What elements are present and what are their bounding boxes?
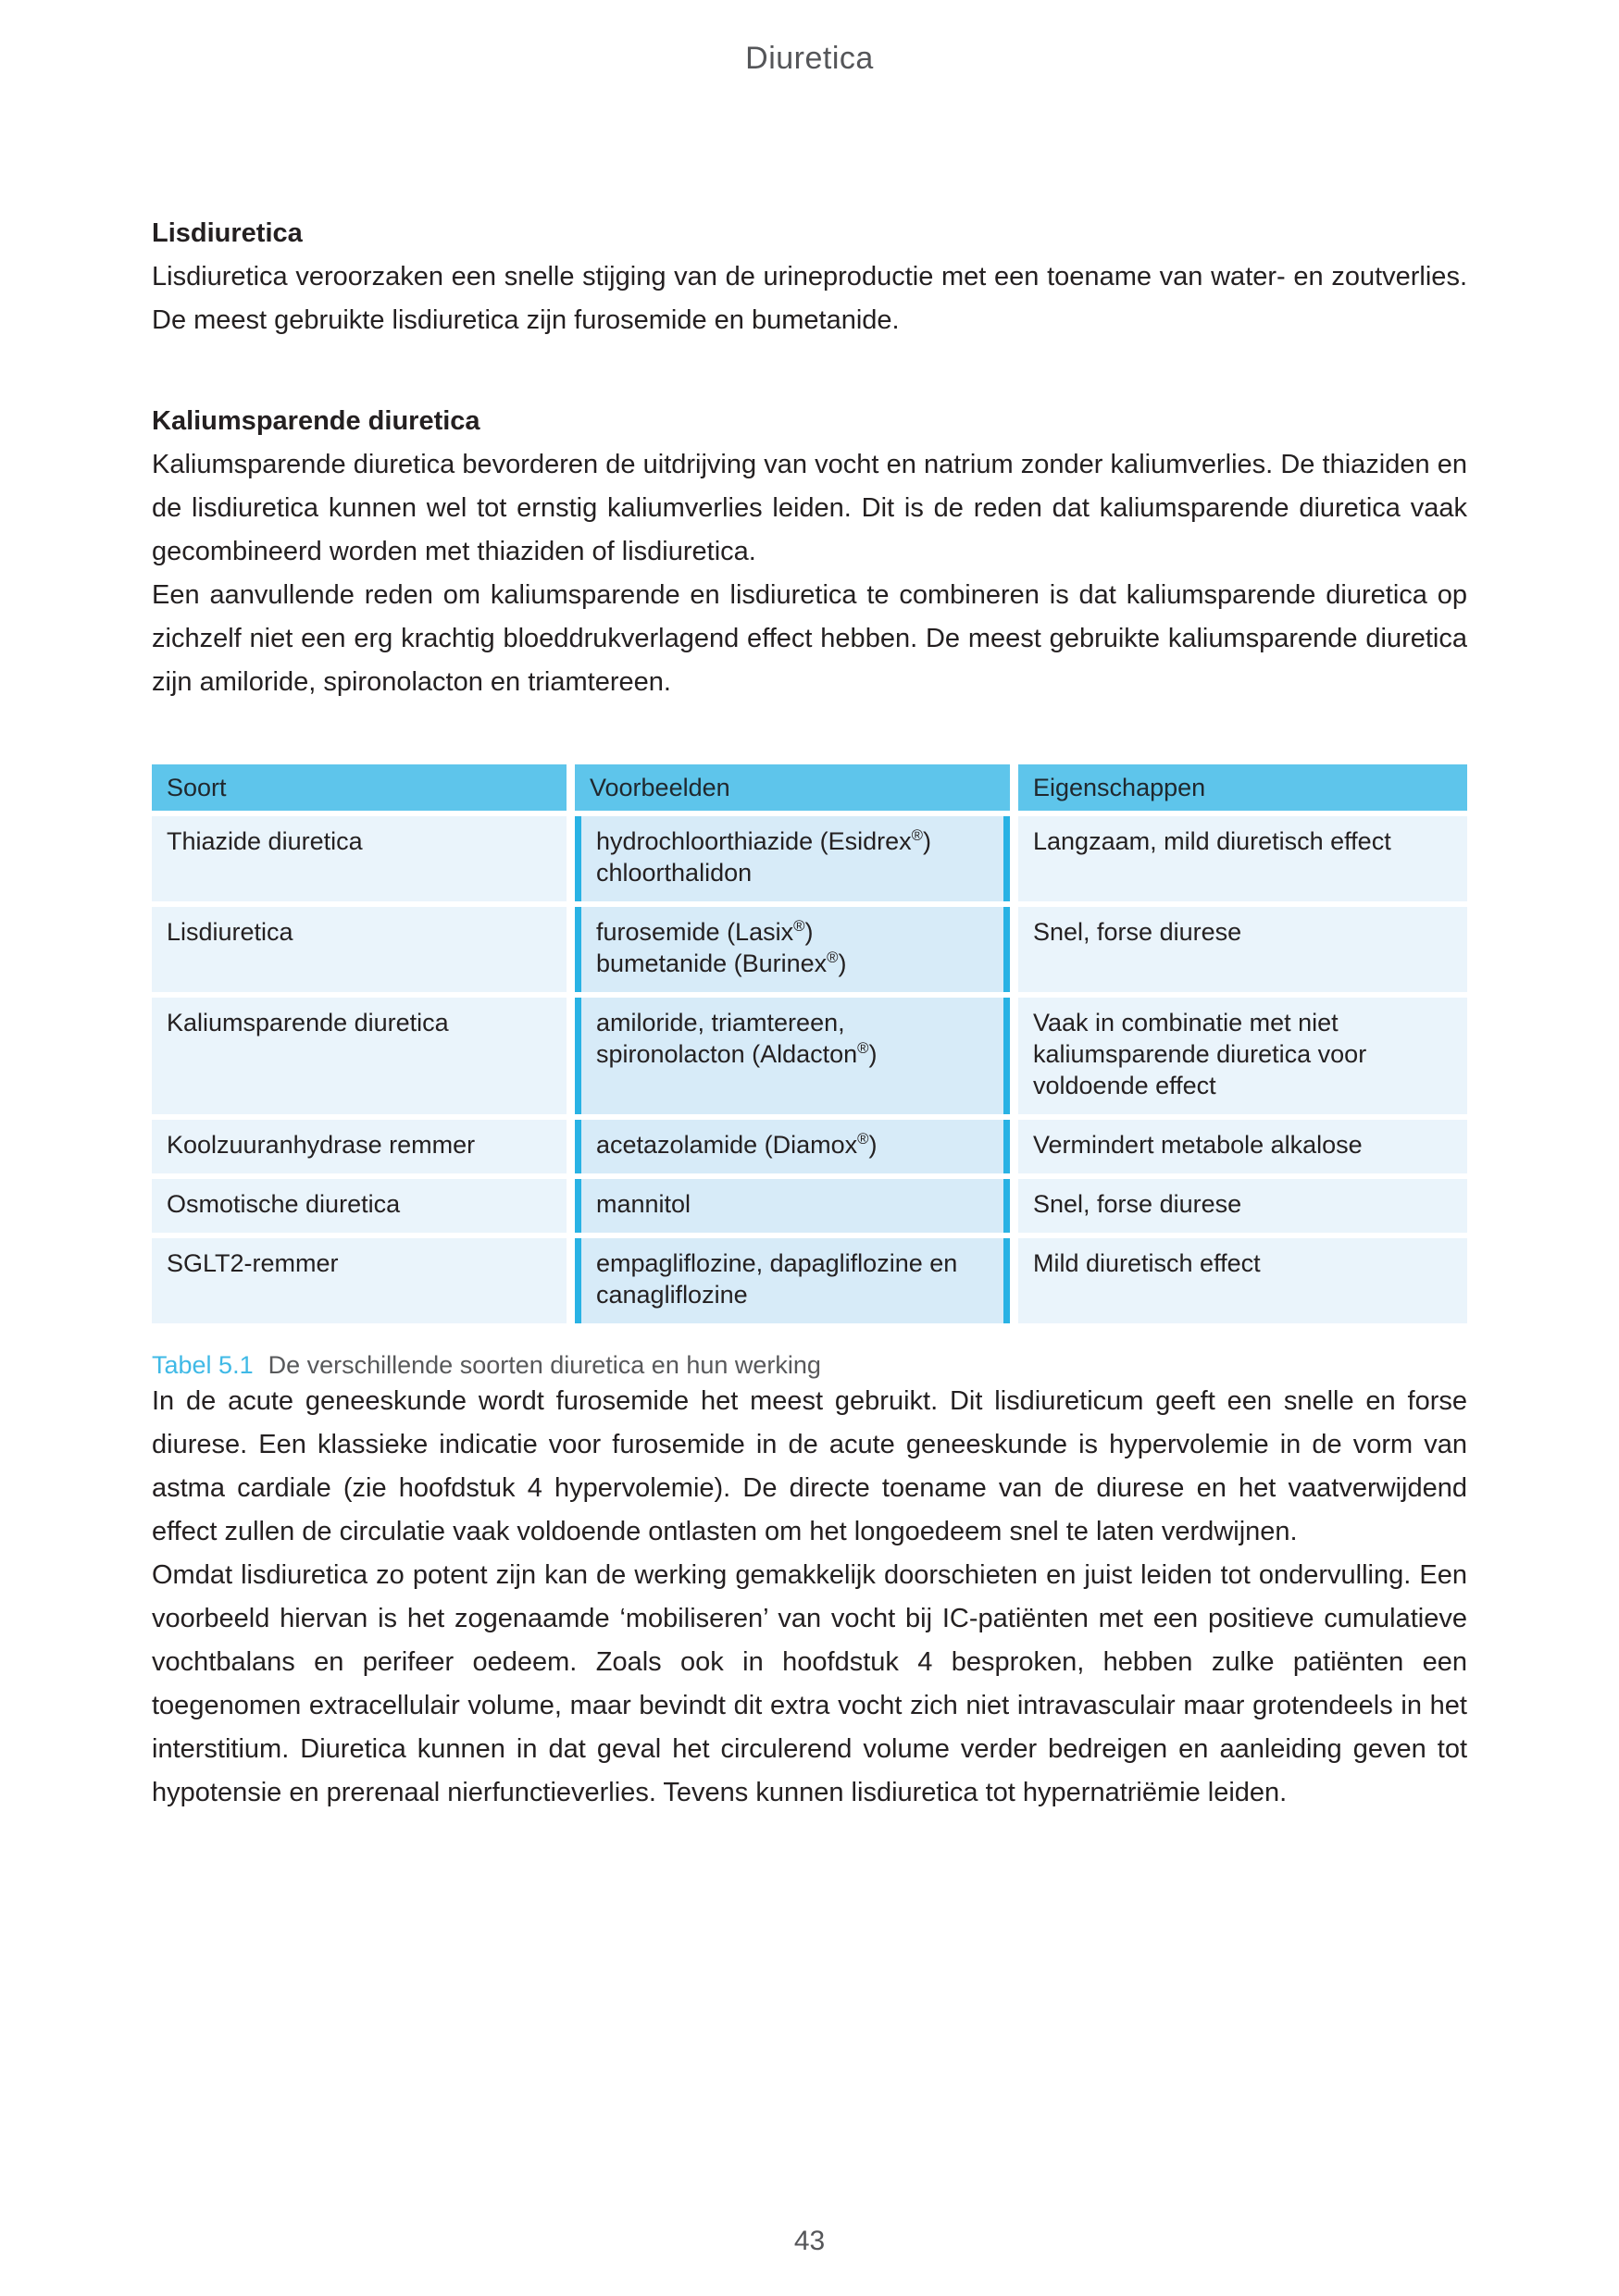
paragraph-ondervulling: Omdat lisdiuretica zo potent zijn kan de werking gemakkelijk doorschieten en juist leiden tot ondervulling. Een voorbeeld hiervan is het zogenaamde ‘mobiliseren’ van vocht bij IC-patiënten met een positieve cumulatieve vochtbalans en perifeer oedeem. Zoals ook in hoofdstuk 4 besproken, hebben zulke patiënten een toegenomen extracellulair volume, maar bevindt dit extra vocht zich niet intravasculair maar grotendeels in het interstitium. Diuretica kunnen in dat geval het circulerend volume verder bedreigen en aanleiding geven tot hypotensie en prerenaal nierfunctieverlies. Tevens kunnen lisdiuretica tot hypernatriëmie leiden. — [152, 1560, 1467, 1807]
cell-eigenschappen: Vermindert metabole alkalose — [1018, 1120, 1467, 1173]
cell-voorbeelden: mannitol — [575, 1179, 1010, 1233]
table-row — [152, 816, 1467, 901]
paragraph-kaliumsparende-2: Een aanvullende reden om kaliumsparende en lisdiuretica te combineren is dat kaliumsparende diuretica op zichzelf niet een erg krachtig bloeddrukverlagend effect hebben. De meest gebruikte kaliumsparende diuretica zijn amiloride, spironolacton en triamtereen. — [152, 580, 1467, 697]
table-row — [152, 1179, 1467, 1233]
paragraph-acute-geneeskunde: In de acute geneeskunde wordt furosemide het meest gebruikt. Dit lisdiureticum geeft een snelle en forse diurese. Een klassieke indicatie voor furosemide in de acute geneeskunde is hypervolemie in de vorm van astma cardiale (zie hoofdstuk 4 hypervolemie). De directe toename van de diurese en het vaatverwijdend effect zullen de circulatie vaak voldoende ontlasten om het longoedeem snel te laten verdwijnen. — [152, 1386, 1467, 1546]
section-heading-kaliumsparende: Kaliumsparende diuretica — [152, 406, 480, 436]
cell-eigenschappen: Langzaam, mild diuretisch effect — [1018, 816, 1467, 901]
cell-voorbeelden: acetazolamide (Diamox®) — [575, 1120, 1010, 1173]
paragraph-kaliumsparende-1: Kaliumsparende diuretica bevorderen de uitdrijving van vocht en natrium zonder kaliumverlies. De thiaziden en de lisdiuretica kunnen wel tot ernstig kaliumverlies leiden. Dit is de reden dat kaliumsparende diuretica vaak gecombineerd worden met thiaziden of lisdiuretica. — [152, 450, 1467, 566]
table-caption-label: Tabel 5.1 — [152, 1351, 254, 1379]
table-header — [152, 764, 1467, 811]
table-header-row — [152, 764, 1467, 811]
cell-voorbeelden: furosemide (Lasix®) bumetanide (Burinex®) — [575, 907, 1010, 992]
cell-soort: Lisdiuretica — [152, 907, 567, 992]
table-row — [152, 1120, 1467, 1173]
diuretica-table — [143, 759, 1476, 1329]
cell-soort: Kaliumsparende diuretica — [152, 998, 567, 1114]
table-body — [152, 816, 1467, 1323]
page-content — [152, 77, 1467, 1815]
section-lisdiuretica — [152, 212, 1467, 342]
cell-voorbeelden: amiloride, triamtereen, spironolacton (Aldacton®) — [575, 998, 1010, 1114]
column-header-voorbeelden: Voorbeelden — [575, 764, 1010, 811]
cell-voorbeelden: empagliflozine, dapagliflozine en canagliflozine — [575, 1238, 1010, 1323]
cell-eigenschappen: Snel, forse diurese — [1018, 907, 1467, 992]
table-caption — [152, 1351, 1467, 1380]
table-row — [152, 1238, 1467, 1323]
running-header: Diuretica — [745, 41, 874, 76]
table-caption-text: De verschillende soorten diuretica en hun werking — [268, 1351, 821, 1379]
cell-voorbeelden: hydrochloorthiazide (Esidrex®) chloorthalidon — [575, 816, 1010, 901]
column-header-soort: Soort — [152, 764, 567, 811]
cell-soort: Osmotische diuretica — [152, 1179, 567, 1233]
section-kaliumsparende — [152, 400, 1467, 704]
paragraph-lisdiuretica: Lisdiuretica veroorzaken een snelle stijging van de urineproductie met een toename van water- en zoutverlies. De meest gebruikte lisdiuretica zijn furosemide en bumetanide. — [152, 262, 1467, 335]
cell-eigenschappen: Snel, forse diurese — [1018, 1179, 1467, 1233]
page-number: 43 — [793, 2226, 826, 2256]
table-row — [152, 998, 1467, 1114]
cell-soort: SGLT2-remmer — [152, 1238, 567, 1323]
cell-eigenschappen: Mild diuretisch effect — [1018, 1238, 1467, 1323]
column-header-eigenschappen: Eigenschappen — [1018, 764, 1467, 811]
table-row — [152, 907, 1467, 992]
cell-soort: Koolzuuranhydrase remmer — [152, 1120, 567, 1173]
section-heading-lisdiuretica: Lisdiuretica — [152, 218, 303, 248]
cell-eigenschappen: Vaak in combinatie met niet kaliumsparende diuretica voor voldoende effect — [1018, 998, 1467, 1114]
cell-soort: Thiazide diuretica — [152, 816, 567, 901]
